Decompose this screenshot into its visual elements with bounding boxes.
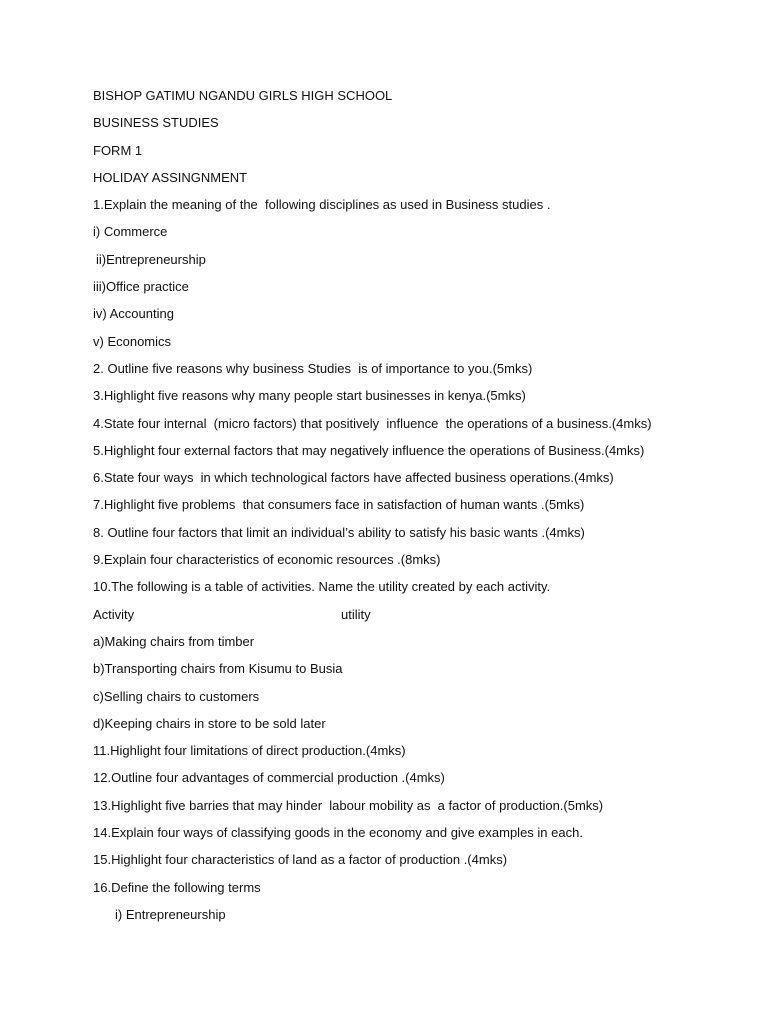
question-14: 14.Explain four ways of classifying goods in the economy and give examples in each. — [93, 825, 583, 841]
question-10: 10.The following is a table of activities. Name the utility created by each activity. — [93, 579, 551, 595]
activity-row-d: d)Keeping chairs in store to be sold later — [93, 715, 326, 731]
question-9: 9.Explain four characteristics of economic resources .(8mks) — [93, 552, 441, 568]
question-12: 12.Outline four advantages of commercial production .(4mks) — [93, 770, 445, 786]
question-15: 15.Highlight four characteristics of land as a factor of production .(4mks) — [93, 852, 508, 868]
school-name: BISHOP GATIMU NGANDU GIRLS HIGH SCHOOL — [93, 88, 393, 103]
question-1: 1.Explain the meaning of the following disciplines as used in Business studies . — [93, 197, 551, 213]
question-11: 11.Highlight four limitations of direct production.(4mks) — [93, 743, 406, 759]
utility-column-header: utility — [341, 606, 371, 622]
q1-item-commerce: i) Commerce — [93, 224, 168, 240]
subject-title: BUSINESS STUDIES — [93, 115, 219, 131]
activity-row-a: a)Making chairs from timber — [93, 633, 255, 649]
activity-column-header: Activity — [93, 606, 135, 622]
q1-item-entrepreneurship: ii)Entrepreneurship — [96, 251, 206, 267]
question-13: 13.Highlight five barries that may hinder labour mobility as a factor of production.(5mks) — [93, 797, 604, 813]
question-3: 3.Highlight five reasons why many people start businesses in kenya.(5mks) — [93, 388, 526, 404]
document-body — [93, 86, 753, 932]
q16-item-entrepreneurship: i) Entrepreneurship — [115, 906, 226, 922]
activity-row-c: c)Selling chairs to customers — [93, 688, 260, 704]
form-label: FORM 1 — [93, 142, 143, 158]
activity-row-b: b)Transporting chairs from Kisumu to Busia — [93, 661, 343, 677]
q1-item-office-practice: iii)Office practice — [93, 279, 189, 295]
assignment-title: HOLIDAY ASSINGNMENT — [93, 169, 248, 185]
question-16: 16.Define the following terms — [93, 879, 261, 895]
question-4: 4.State four internal (micro factors) that positively influence the operations of a business.(4mks) — [93, 415, 652, 431]
activity-table-header — [93, 605, 753, 632]
question-5: 5.Highlight four external factors that may negatively influence the operations of Business.(4mks) — [93, 442, 645, 458]
q1-item-economics: v) Economics — [93, 333, 172, 349]
question-8: 8. Outline four factors that limit an individual’s ability to satisfy his basic wants .(4mks) — [93, 524, 585, 540]
q1-item-accounting: iv) Accounting — [93, 306, 174, 322]
question-2: 2. Outline five reasons why business Studies is of importance to you.(5mks) — [93, 360, 533, 376]
question-7: 7.Highlight five problems that consumers face in satisfaction of human wants .(5mks) — [93, 497, 585, 513]
question-6: 6.State four ways in which technological factors have affected business operations.(4mks) — [93, 470, 614, 486]
